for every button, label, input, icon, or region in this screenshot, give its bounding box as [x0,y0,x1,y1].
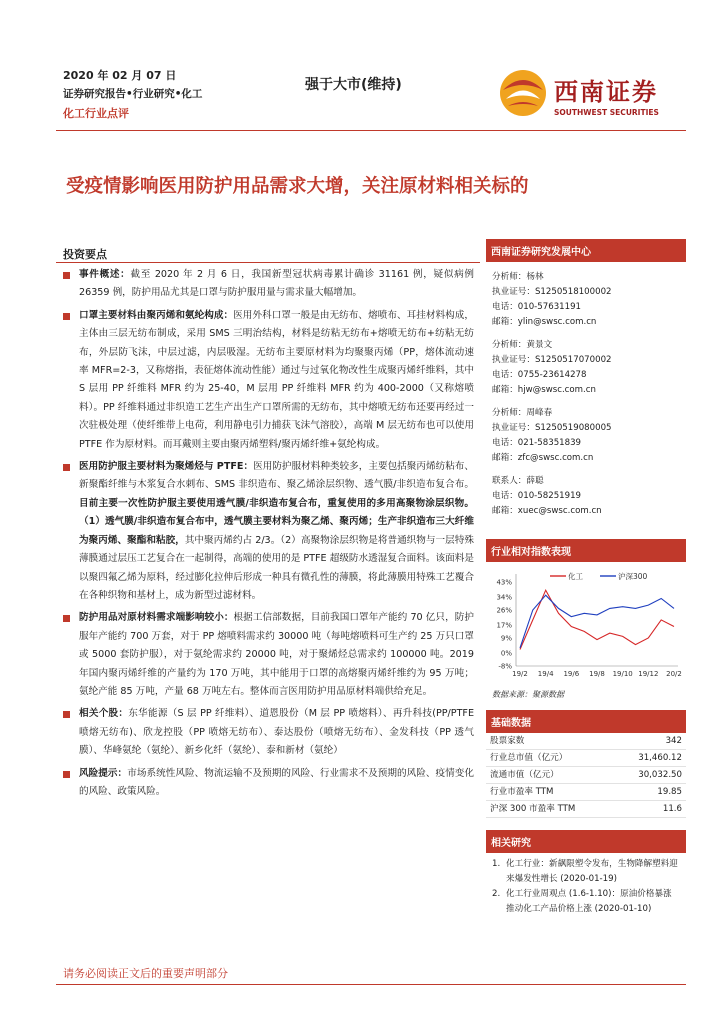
list-item-number: 2. [492,889,501,899]
key-point-related-stocks [63,705,474,760]
key-point-lead: 事件概述： [79,269,131,280]
data-source: 数据来源：聚源数据 [492,690,564,699]
logo-emblem-icon [498,68,548,118]
report-title: 受疫情影响医用防护用品需求大增，关注原材料相关标的 [66,176,529,197]
table-row [486,767,686,784]
x-tick-label: 19/6 [563,670,580,678]
list-item[interactable] [492,887,680,917]
table-row [486,750,686,767]
company-logo [496,64,686,124]
research-team-title: 西南证券研究发展中心 [486,239,686,262]
key-point-text: 其中聚丙烯约占 2/3。（2）高聚物涂层织物是将普通织物与一层特殊薄膜通过层压工艺复合在一起制得，高端的使用的是 PTFE 超级防水透湿复合面料。该面料是以聚四氟乙烯为原料，经过膨化拉伸后形成一种具有微孔性的薄膜，将此薄膜用特殊工艺覆合在各种织物和基材上，成为新型过滤材料。 [79,534,474,601]
row-label: 股票家数 [486,733,615,750]
key-point-text: 根据工信部数据，目前我国口罩年产能约 70 亿只，防护服年产能约 700 万套，对于 PP 熔喷料需求约 30000 吨（每吨熔喷料可生产约 25 万只口罩或 5000 套防护服），对于氨纶需求约 20000 吨，对于聚烯烃总需求约 100000 吨。2019 年国内聚丙烯纤维的产量约为 170 万吨，其中能用于口罩的高熔聚丙烯纤维约为 95 万吨；氨纶产能 85 万吨，产量 68 万吨左右。整体而言医用防护用品原材料端供给充足。 [79,612,474,697]
index-chart [486,562,686,685]
key-point-risks [63,765,474,802]
row-label: 行业市盈率 TTM [486,784,615,801]
analyst-license: 执业证号：S1250518100002 [492,287,612,297]
key-point-emphasis: 目前主要一次性防护服主要使用透气膜/非织造布复合布，重复使用的多用高聚物涂层织物。（1）透气膜/非织造布复合布中，透气膜主要材料为聚乙烯、聚丙烯；生产非织造布三大纤维为聚丙烯、聚酯和粘胶， [79,497,474,546]
bullet-icon [63,615,70,622]
sidebar [486,239,686,921]
report-subtype: 化工行业点评 [63,107,129,120]
analyst-card [486,268,686,332]
disclaimer-notice[interactable]: 请务必阅读正文后的重要声明部分 [63,967,228,980]
bullet-icon [63,771,70,778]
y-tick-label: 26% [496,606,512,615]
x-tick-label: 19/12 [638,670,659,678]
legend-label-csi300: 沪深300 [618,572,648,581]
analyst-card [486,336,686,400]
row-label: 行业总市值（亿元） [486,750,615,767]
analyst-email[interactable]: 邮箱：hjw@swsc.com.cn [492,385,596,395]
x-tick-label: 19/10 [612,670,633,678]
x-tick-label: 19/4 [537,670,554,678]
row-value: 31,460.12 [615,750,686,767]
analyst-license: 执业证号：S1250517070002 [492,355,612,365]
footer-divider [56,984,686,985]
row-value: 30,032.50 [615,767,686,784]
analyst-name: 分析师：周峰春 [492,408,553,418]
rating: 强于大市(维持) [305,77,402,93]
contact-phone: 电话：010-58251919 [492,491,582,501]
key-point-text: 医用防护服材料种类较多，主要包括聚丙烯纺粘布、新聚酯纤维与木浆复合水刺布、SMS 非织造布、聚乙烯涂层织物、透气膜/非织造布复合布。 [79,461,474,491]
related-research-list [486,853,686,921]
series-line-chemical [520,590,674,649]
x-tick-label: 19/2 [512,670,528,678]
row-value: 19.85 [615,784,686,801]
key-point-text: 市场系统性风险、物流运输不及预期的风险、行业需求不及预期的风险、疫情变化的风险、政策风险。 [79,767,475,797]
x-tick-label: 20/2 [666,670,682,678]
analyst-email[interactable]: 邮箱：ylin@swsc.com.cn [492,317,597,327]
contact-email[interactable]: 邮箱：xuec@swsc.com.cn [492,506,602,516]
row-label: 流通市值（亿元） [486,767,615,784]
y-tick-label: 17% [496,621,512,630]
analyst-name: 分析师：杨林 [492,272,544,282]
table-row [486,801,686,818]
y-tick-label: 43% [496,578,512,587]
key-points-body [63,266,474,805]
section-divider [56,262,480,263]
analyst-card [486,404,686,468]
key-point-lead: 口罩主要材料由聚丙烯和氨纶构成： [79,309,234,321]
bullet-icon [63,711,70,718]
list-item-text: 化工行业：新飙限塑令发布，生物降解塑料迎来爆发性增长 (2020-01-19) [506,859,678,884]
key-point-demand-impact [63,609,474,701]
basic-data-table [486,733,686,818]
key-point-text: 截至 2020 年 2 月 6 日，我国新型冠状病毒累计确诊 31161 例，疑似病例 26359 例，防护用品尤其是口罩与防护服用量与需求量大幅增加。 [79,269,475,299]
table-row [486,733,686,750]
report-type: 证券研究报告•行业研究•化工 [63,88,203,100]
key-point-lead: 风险提示： [79,767,128,779]
row-value: 11.6 [615,801,686,818]
key-point-mask-materials [63,307,474,454]
key-point-protective-suit [63,458,474,605]
list-item[interactable] [492,857,680,887]
legend [550,571,648,581]
table-row [486,784,686,801]
bullet-icon [63,313,70,320]
x-tick-label: 19/8 [589,670,605,678]
contact-name: 联系人：薛聪 [492,476,544,486]
bullet-icon [63,464,70,471]
key-point-lead: 医用防护服主要材料为聚烯烃与 PTFE： [79,461,254,473]
row-label: 沪深 300 市盈率 TTM [486,801,615,818]
section-title-key-points: 投资要点 [63,248,107,261]
bullet-icon [63,272,70,279]
report-date: 2020 年 02 月 07 日 [63,69,177,82]
related-research-title: 相关研究 [486,830,686,853]
y-tick-label: -8% [498,662,512,671]
analyst-phone: 电话：021-58351839 [492,438,582,448]
y-tick-label: 9% [500,634,512,643]
chart-section-title: 行业相对指数表现 [486,539,686,562]
logo-chinese-name: 西南证券 [554,77,658,106]
index-performance-chart [488,566,684,682]
analyst-phone: 电话：0755-23614278 [492,370,587,380]
list-item-text: 化工行业周观点 (1.6-1.10)：原油价格暴涨推动化工产品价格上涨 (2020-01-10) [506,889,672,914]
analyst-email[interactable]: 邮箱：zfc@swsc.com.cn [492,453,594,463]
key-point-event [63,266,474,303]
key-point-lead: 防护用品对原材料需求端影响较小： [79,612,234,624]
key-point-text: 东华能源（S 层 PP 纤维料）、道恩股份（M 层 PP 喷熔料）、再升科技(PP/PTFE 喷熔无纺布)、欣龙控股（PP 喷熔无纺布）、泰达股份（喷熔无纺布）、金发科技（PP 透气膜）、华峰氨纶（氨纶）、新乡化纤（氨纶）、泰和新材（氨纶） [79,708,475,757]
y-tick-label: 34% [496,593,512,602]
list-item-number: 1. [492,859,501,869]
legend-label-chemical: 化工 [568,572,583,581]
analyst-license: 执业证号：S1250519080005 [492,423,612,433]
y-tick-label: 0% [500,649,512,658]
contact-card [486,472,686,521]
analyst-phone: 电话：010-57631191 [492,302,582,312]
logo-english-name: SOUTHWEST SECURITIES [554,108,659,117]
basic-data-title: 基础数据 [486,710,686,733]
header-divider [56,130,686,131]
analyst-name: 分析师：黄景文 [492,340,553,350]
key-point-lead: 相关个股： [79,708,129,720]
row-value: 342 [615,733,686,750]
key-point-text: 医用外科口罩一般是由无纺布、熔喷布、耳挂材料构成，主体由三层无纺布制成，采用 SMS 三明治结构，材料是纺粘无纺布+熔喷无纺布+纺粘无纺布，外层防飞沫，中层过滤，内层吸湿。无纺布主要原材料为均聚聚丙烯（PP，熔体流动速率 MFR=2-3，又称熔指，表征熔体流动性能）通过与过氧化物改性生成聚丙烯纤维料，其中 S 层用 PP 纤维料 MFR 约为 25-40，M 层用 PP 纤维料 MFR 约为 400-2000（又称熔喷料）。PP 纤维料通过非织造工艺生产出生产口罩所需的无纺布，其中熔喷无纺布还要再经过一次驻极处理（使纤维带上电荷，利用静电引力捕获飞沫气溶胶），高端 M 层无纺布也可以使用 PTFE 作为原材料。而耳戴则主要由聚丙烯塑料/聚丙烯纤维+氨纶构成。 [79,309,475,450]
